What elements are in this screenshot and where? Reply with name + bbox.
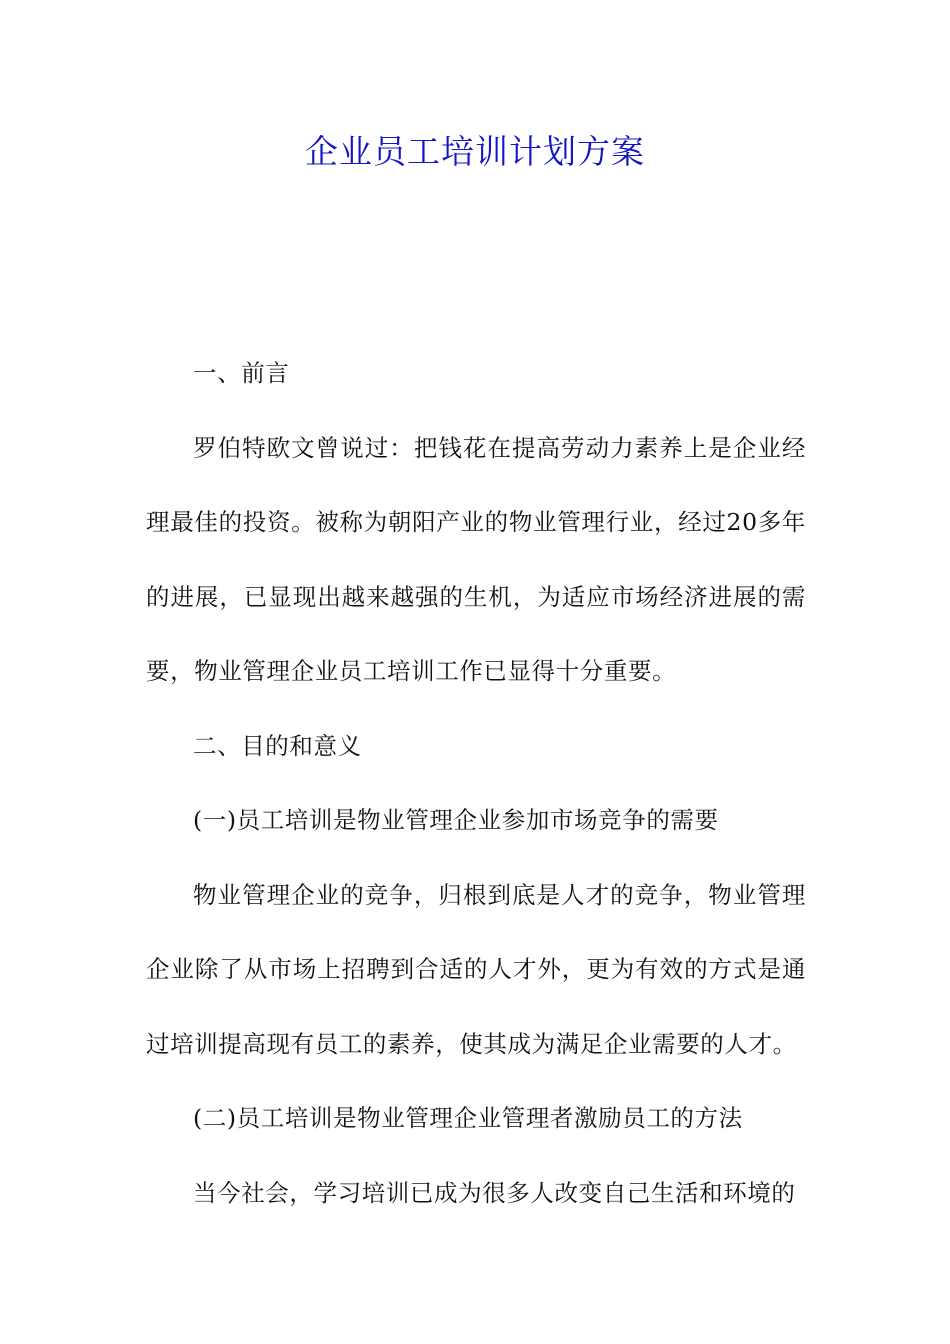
- section-heading-preface: 一、前言: [193, 359, 290, 387]
- subheading-1: (一)员工培训是物业管理企业参加市场竞争的需要: [193, 806, 719, 834]
- paragraph-competition: 物业管理企业的竞争，归根到底是人才的竞争，物业管理企业除了从市场上招聘到合适的人才外，更为有效的方式是通过培训提高现有员工的素养，使其成为满足企业需要的人才。: [146, 880, 806, 1058]
- subheading-2: (二)员工培训是物业管理企业管理者激励员工的方法: [193, 1104, 743, 1132]
- document-title: 企业员工培训计划方案: [305, 132, 645, 171]
- paragraph-preface: 罗伯特欧文曾说过：把钱花在提高劳动力素养上是企业经理最佳的投资。被称为朝阳产业的物业管理行业，经过20多年的进展，已显现出越来越强的生机，为适应市场经济进展的需要，物业管理企业员工培训工作已显得十分重要。: [146, 433, 806, 685]
- paragraph-learning: 当今社会，学习培训已成为很多人改变自己生活和环境的: [193, 1178, 796, 1207]
- section-heading-purpose: 二、目的和意义: [193, 731, 362, 760]
- document-body: [146, 336, 806, 1230]
